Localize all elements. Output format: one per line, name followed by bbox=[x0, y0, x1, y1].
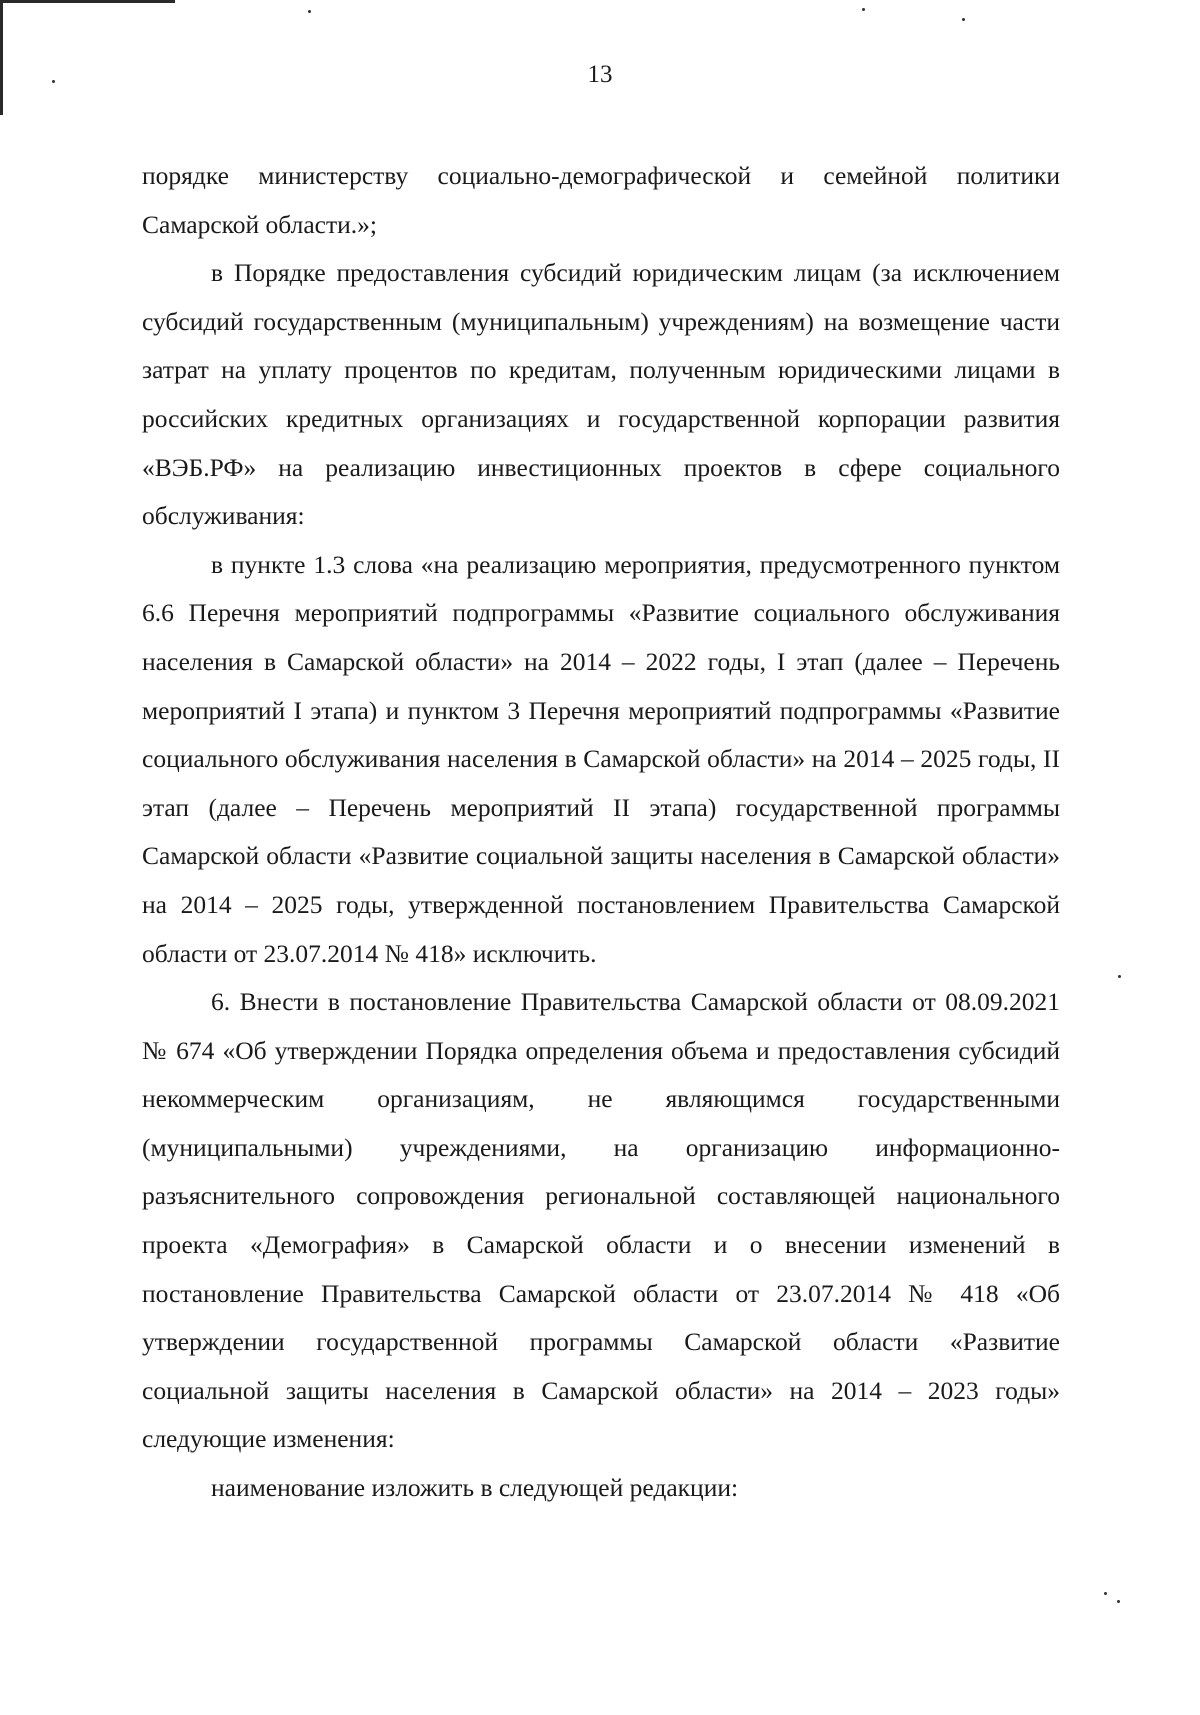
scan-speck bbox=[1104, 1592, 1107, 1595]
scan-speck bbox=[308, 10, 311, 13]
scan-speck bbox=[862, 8, 865, 11]
scan-speck bbox=[1117, 1600, 1120, 1603]
paragraph: в пункте 1.3 слова «на реализацию мероприятия, предусмотренного пунктом 6.6 Перечня мероприятий подпрограммы «Развитие социального обслуживания населения в Самарской области» на 2014 – 2022 годы, I этап (далее – Перечень мероприятий I этапа) и пунктом 3 Перечня мероприятий подпрограммы «Развитие социального обслуживания населения в Самарской области» на 2014 – 2025 годы, II этап (далее – Перечень мероприятий II этапа) государственной программы Самарской области «Развитие социальной защиты населения в Самарской области» на 2014 – 2025 годы, утвержденной постановлением Правительства Самарской области от 23.07.2014 № 418» исключить. bbox=[142, 549, 1060, 968]
scan-speck bbox=[962, 18, 965, 21]
paragraph: 6. Внести в постановление Правительства Самарской области от 08.09.2021 № 674 «Об утверждении Порядка определения объема и предоставления субсидий некоммерческим организациям, не являющимся государственными (муниципальными) учреждениями, на организацию информационно-разъяснительного сопровождения региональной составляющей национального проекта «Демография» в Самарской области и о внесении изменений в постановление Правительства Самарской области от 23.07.2014 № 418 «Об утверждении государственной программы Самарской области «Развитие социальной защиты населения в Самарской области» на 2014 – 2023 годы» следующие изменения: bbox=[142, 987, 1060, 1454]
paragraph: в Порядке предоставления субсидий юридическим лицам (за исключением субсидий государственным (муниципальным) учреждениям) на возмещение части затрат на уплату процентов по кредитам, полученным юридическими лицами в российских кредитных организациях и государственной корпорации развития «ВЭБ.РФ» на реализацию инвестиционных проектов в сфере социального обслуживания: bbox=[142, 258, 1060, 531]
paragraph: порядке министерству социально-демографической и семейной политики Самарской области.»; bbox=[142, 161, 1060, 239]
page-number: 13 bbox=[587, 61, 613, 88]
paragraph: наименование изложить в следующей редакции: bbox=[211, 1473, 739, 1503]
scan-edge-mark-top bbox=[0, 0, 175, 3]
document-body bbox=[142, 152, 1060, 1513]
scan-speck bbox=[1118, 975, 1121, 978]
scan-edge-mark-left bbox=[0, 0, 3, 115]
